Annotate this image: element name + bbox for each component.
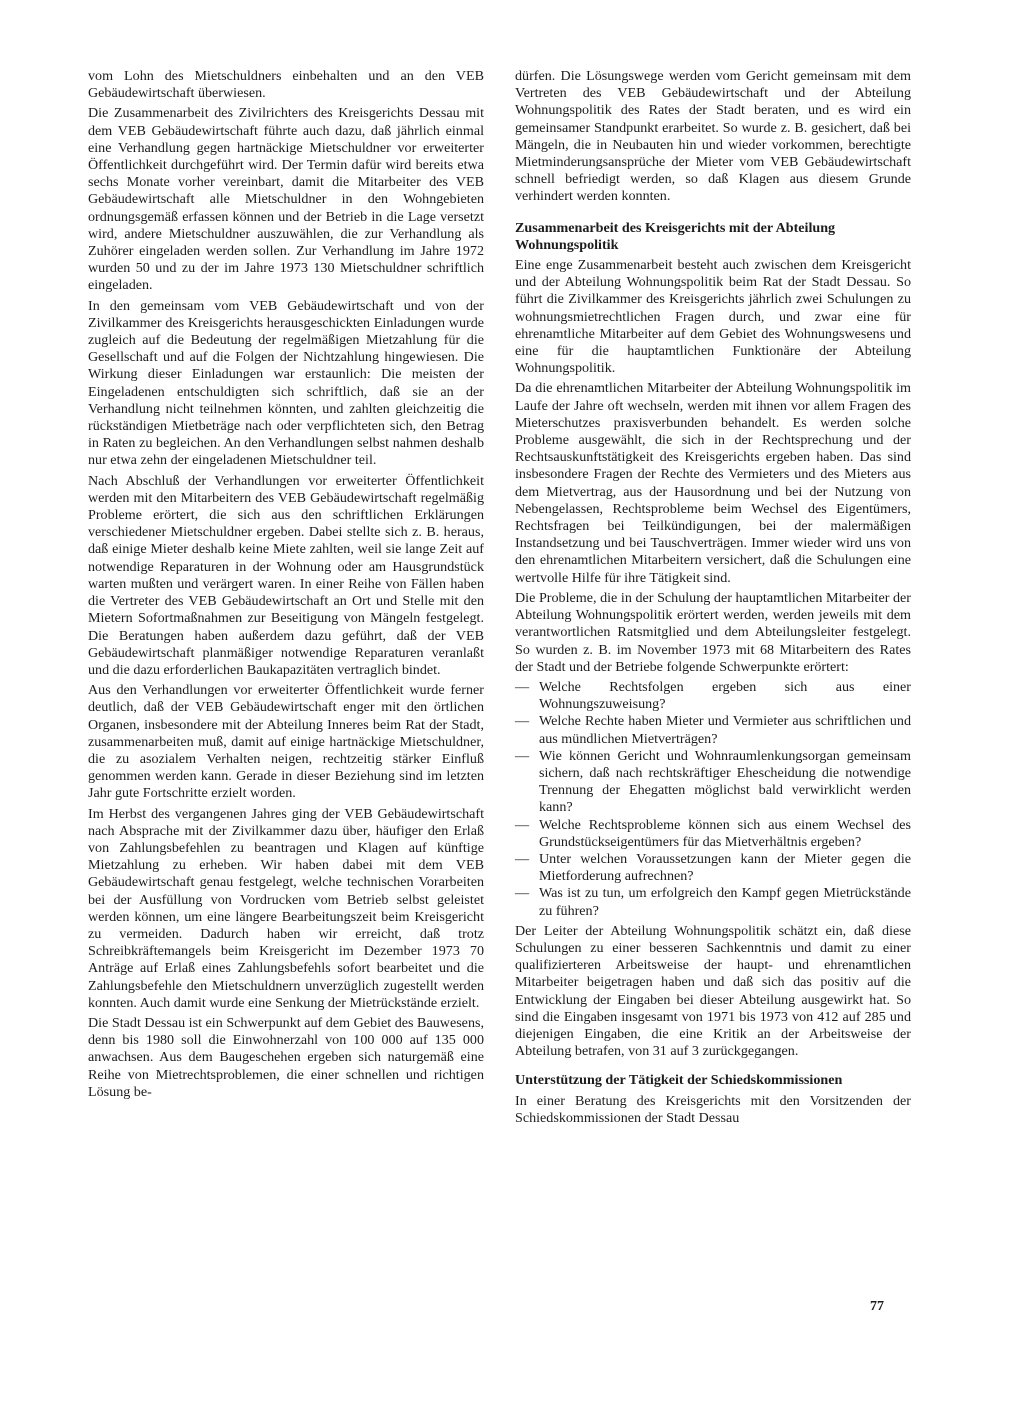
list-item-text: Welche Rechtsprobleme können sich aus einem Wechsel des Grundstückseigentümers für das Mietverhältnis ergeben?	[539, 816, 911, 850]
paragraph: Da die ehrenamtlichen Mitarbeiter der Abteilung Wohnungspolitik im Laufe der Jahre oft wechseln, werden mit ihnen vor allem Fragen des Mieterschutzes praxisverbunden behandelt. Es werden solche Probleme ausgewählt, die sich in der Rechtsprechung und der Rechtsauskunftstätigkeit des Kreisgerichts ergeben haben. Das sind insbesondere Fragen der Rechte des Vermieters und des Mieters aus dem Mietvertrag, aus der Hausordnung und bei der Nutzung von Nebengelassen, Rechtsprobleme beim Wechsel des Eigentümers, Rechtsfragen bei Teilkündigungen, bei der malermäßigen Instandsetzung und bei Tauschverträgen. Immer wieder wird uns von den ehrenamtlichen Mitarbeitern versichert, daß die Schulungen eine wertvolle Hilfe für ihre Tätigkeit sind.	[515, 380, 911, 586]
paragraph: In den gemeinsam vom VEB Gebäudewirtschaft und von der Zivilkammer des Kreisgerichts herausgeschickten Einladungen wurde zugleich auf die Bedeutung der regelmäßigen Mietzahlung für die Gesellschaft und auf die Folgen der Nichtzahlung hingewiesen. Die Wirkung dieser Einladungen war erstaunlich: Die meisten der Eingeladenen entschuldigten sich schriftlich, daß sie an der Verhandlung nicht teilnehmen könnten, und zahlten gleichzeitig die rückständigen Mietbeträge nach oder verpflichteten sich, den Betrag in Raten zu begleichen. An den Verhandlungen selbst nahmen deshalb nur etwa zehn der eingeladenen Mietschuldner teil.	[88, 297, 484, 469]
list-item-text: Was ist zu tun, um erfolgreich den Kampf gegen Mietrückstände zu führen?	[539, 885, 911, 919]
list-item-text: Unter welchen Voraussetzungen kann der Mieter gegen die Mietforderung aufrechnen?	[539, 850, 911, 885]
list-item-text: Wie können Gericht und Wohnraumlenkungsorgan gemeinsam sichern, daß nach rechtskräftiger Ehescheidung die notwendige Trennung der Ehegatten möglichst bald verwirklicht werden kann?	[539, 747, 911, 816]
list-item	[515, 748, 911, 817]
paragraph: dürfen. Die Lösungswege werden vom Gericht gemeinsam mit dem Vertreten des VEB Gebäudewirtschaft und der Abteilung Wohnungspolitik des Rates der Stadt beraten, und es wird ein gemeinsamer Standpunkt erarbeitet. So wurde z. B. gesichert, daß bei Mängeln, die in Neubauten hin und wieder vorkommen, berechtigte Mietminderungsansprüche der Mieter vom VEB Gebäudewirtschaft schnell befriedigt werden, so daß Klagen aus diesem Grunde verhindert werden konnten.	[515, 68, 911, 205]
paragraph: Die Probleme, die in der Schulung der hauptamtlichen Mitarbeiter der Abteilung Wohnungspolitik erörtert werden, werden jeweils mit dem verantwortlichen Ratsmitglied und dem Abteilungsleiter festgelegt. So wurden z. B. im November 1973 mit 68 Mitarbeitern des Rates der Stadt und der Betriebe folgende Schwerpunkte erörtert:	[515, 589, 911, 675]
dash-bullet: —	[515, 747, 530, 764]
list-item	[515, 679, 911, 713]
section-heading: Zusammenarbeit des Kreisgerichts mit der Abteilung Wohnungspolitik	[515, 219, 836, 253]
paragraph: Nach Abschluß der Verhandlungen vor erweiterter Öffentlichkeit werden mit den Mitarbeitern des VEB Gebäudewirtschaft regelmäßig Probleme erörtert, die sich aus den schriftlichen Erklärungen verschiedener Mietschuldner ergeben. Dabei stellte sich z. B. heraus, daß einige Mieter deshalb keine Miete zahlten, weil sie lange Zeit auf notwendige Reparaturen in der Wohnung oder am Hausgrundstück warten mußten und verärgert waren. In einer Reihe von Fällen haben die Vertreter des VEB Gebäudewirtschaft an Ort und Stelle mit den Mietern Sofortmaßnahmen zur Beseitigung von Mängeln festgelegt. Die Beratungen haben außerdem dazu geführt, daß der VEB Gebäudewirtschaft planmäßiger notwendige Reparaturen veranlaßt und die dazu erforderlichen Baukapazitäten vertraglich bindet.	[88, 472, 484, 678]
question-list	[515, 679, 911, 920]
left-column	[88, 68, 484, 1104]
right-column	[515, 68, 911, 1130]
list-item	[515, 713, 911, 747]
dash-bullet: —	[515, 713, 530, 730]
list-item-text: Welche Rechtsfolgen ergeben sich aus einer Wohnungszuweisung?	[539, 678, 911, 713]
section-heading: Unterstützung der Tätigkeit der Schiedskommissionen	[515, 1072, 843, 1089]
dash-bullet: —	[515, 678, 530, 695]
dash-bullet: —	[515, 885, 530, 902]
paragraph: Aus den Verhandlungen vor erweiterter Öffentlichkeit wurde ferner deutlich, daß der VEB Gebäudewirtschaft enger mit den örtlichen Organen, insbesondere mit der Abteilung Inneres beim Rat der Stadt, zusammenarbeiten muß, damit auf einige hartnäckige Mietschuldner, die zu asozialem Verhalten neigen, rechtzeitig stärker Einfluß genommen werden kann. Gerade in dieser Beziehung sind im letzten Jahr gute Fortschritte erzielt worden.	[88, 682, 484, 802]
paragraph: Eine enge Zusammenarbeit besteht auch zwischen dem Kreisgericht und der Abteilung Wohnungspolitik beim Rat der Stadt Dessau. So führt die Zivilkammer des Kreisgerichts jährlich zwei Schulungen zu wohnungsmietrechtlichen Fragen durch, und zwar eine für ehrenamtliche Mitarbeiter auf dem Gebiet des Wohnungswesens und eine für die hauptamtlichen Funktionäre der Abteilung Wohnungspolitik.	[515, 257, 911, 377]
list-item	[515, 851, 911, 885]
paragraph: In einer Beratung des Kreisgerichts mit den Vorsitzenden der Schiedskommissionen der Stadt Dessau	[515, 1092, 911, 1126]
list-item	[515, 885, 911, 919]
page-number: 77	[870, 1299, 884, 1314]
paragraph: vom Lohn des Mietschuldners einbehalten und an den VEB Gebäudewirtschaft überwiesen.	[88, 68, 484, 102]
paragraph: Die Stadt Dessau ist ein Schwerpunkt auf dem Gebiet des Bauwesens, denn bis 1980 soll die Einwohnerzahl von 100 000 auf 135 000 anwachsen. Aus dem Baugeschehen ergeben sich naturgemäß eine Reihe von Mietrechtsproblemen, die einer schnellen und richtigen Lösung be-	[88, 1014, 484, 1100]
paragraph: Der Leiter der Abteilung Wohnungspolitik schätzt ein, daß diese Schulungen zu einer besseren Sachkenntnis und damit zu einer qualifizierteren Arbeitsweise der haupt- und ehrenamtlichen Mitarbeiter beigetragen haben und daß sich das positiv auf die Entwicklung der Eingaben bei dieser Abteilung ausgewirkt hat. So sind die Eingaben insgesamt von 1971 bis 1973 von 412 auf 285 und diejenigen Eingaben, die eine Kritik an der Arbeitsweise der Abteilung betrafen, von 31 auf 3 zurückgegangen.	[515, 922, 911, 1060]
paragraph: Im Herbst des vergangenen Jahres ging der VEB Gebäudewirtschaft nach Absprache mit der Zivilkammer dazu über, häufiger den Erlaß von Zahlungsbefehlen zu beantragen und Klagen auf künftige Mietzahlung zu erheben. Wir haben dabei mit dem VEB Gebäudewirtschaft genau festgelegt, welche technischen Vorarbeiten bei der Ausfüllung von Vordrucken vom Betrieb selbst geleistet werden können, um eine längere Bearbeitungszeit beim Kreisgericht zu vermeiden. Dadurch haben wir erreicht, daß trotz Schreibkräftemangels beim Kreisgericht im Dezember 1973 70 Anträge auf Erlaß eines Zahlungsbefehls sofort bearbeitet und die Zahlungsbefehle den Mietschuldnern unverzüglich zugestellt werden konnten. Auch damit wurde eine Senkung der Mietrückstände erzielt.	[88, 805, 484, 1011]
list-item-text: Welche Rechte haben Mieter und Vermieter aus schriftlichen und aus mündlichen Mietverträgen?	[539, 713, 911, 747]
dash-bullet: —	[515, 850, 530, 867]
dash-bullet: —	[515, 816, 530, 833]
paragraph: Die Zusammenarbeit des Zivilrichters des Kreisgerichts Dessau mit dem VEB Gebäudewirtschaft führte auch dazu, daß jährlich einmal eine Verhandlung gegen hartnäckige Mietschuldner vor erweiterter Öffentlichkeit durchgeführt wird. Der Termin dafür wird bereits etwa sechs Monate vorher vereinbart, damit die Mitarbeiter des VEB Gebäudewirtschaft alle Mietschuldner in den Wohngebieten ordnungsgemäß erfassen können und der Betrieb in die Lage versetzt wird, andere Mietschuldner auszuwählen, die zur Verhandlung als Zuhörer eingeladen werden sollen. Zur Verhandlung im Jahre 1972 wurden 50 und zu der im Jahre 1973 130 Mietschuldner schriftlich eingeladen.	[88, 105, 484, 294]
list-item	[515, 817, 911, 851]
